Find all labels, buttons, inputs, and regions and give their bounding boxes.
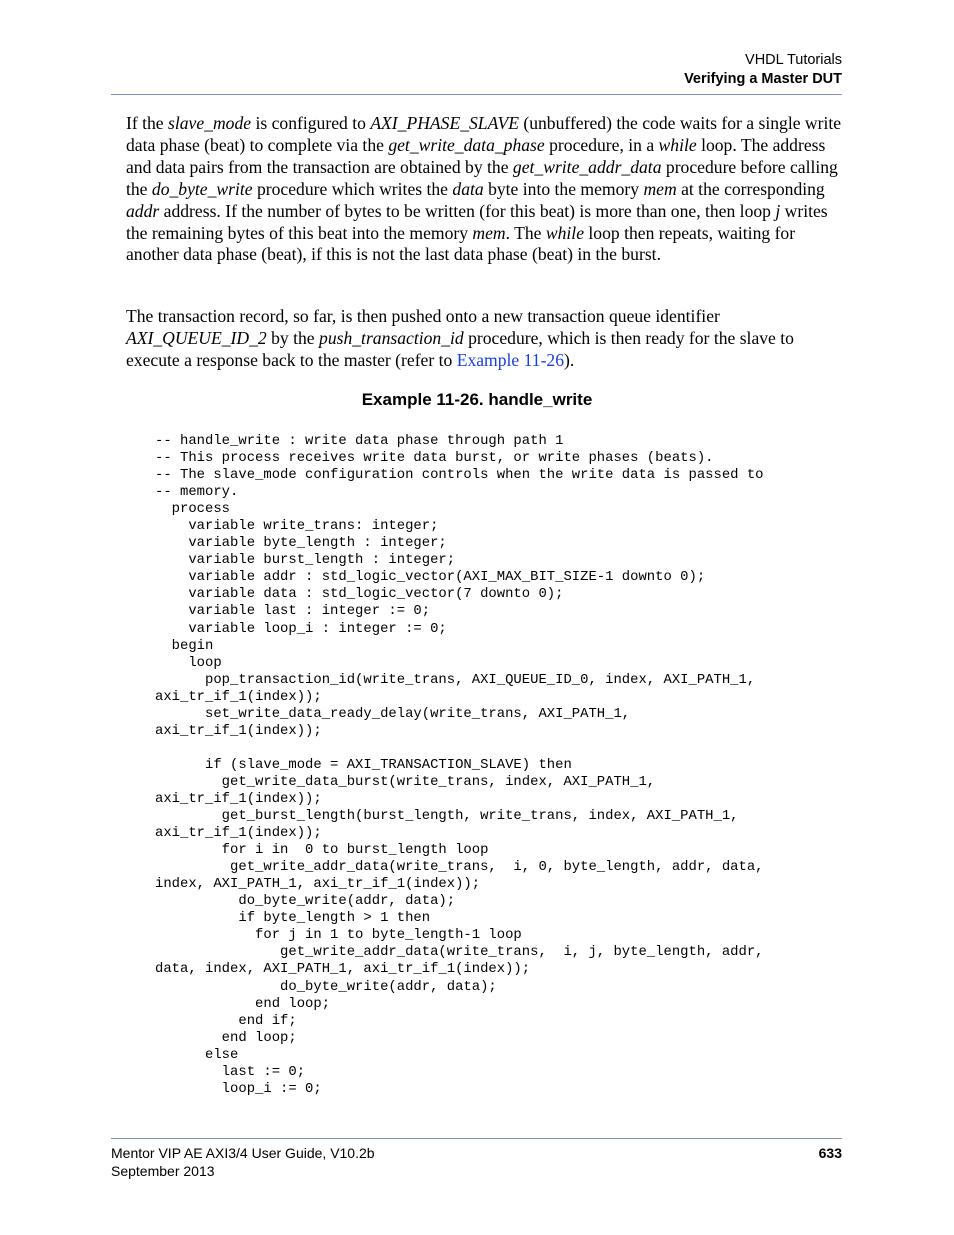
term-mem: mem (643, 178, 677, 199)
term-data: data (452, 178, 484, 199)
term-while: while (545, 222, 585, 243)
text-span: procedure, which is then ready for the slave to execute a response back to the master (refer to (126, 327, 794, 370)
paragraph-transaction-record (126, 306, 846, 372)
page-header (684, 51, 842, 89)
page-footer (111, 1144, 375, 1180)
header-section: Verifying a Master DUT (684, 71, 842, 87)
text-span: procedure before calling the (126, 156, 838, 199)
footer-guide-title: Mentor VIP AE AXI3/4 User Guide, V10.2b (111, 1145, 375, 1161)
text-span: writes the remaining bytes of this beat into the memory (126, 200, 828, 243)
example-cross-reference-link[interactable]: Example 11-26 (456, 349, 565, 370)
term-push-transaction-id: push_transaction_id (319, 327, 464, 348)
text-span: The transaction record, so far, is then pushed onto a new transaction queue identifier (126, 306, 720, 326)
footer-rule (111, 1138, 842, 1139)
text-span: . The (505, 222, 546, 243)
text-span: If the (126, 113, 169, 133)
footer-date: September 2013 (111, 1163, 215, 1179)
text-span: byte into the memory (483, 178, 644, 199)
text-span: is configured to (251, 113, 371, 133)
term-do-byte-write: do_byte_write (151, 178, 253, 199)
text-span: at the corresponding (676, 178, 825, 199)
page-number: 633 (818, 1145, 842, 1161)
header-chapter: VHDL Tutorials (745, 52, 842, 68)
term-get-write-data-phase: get_write_data_phase (388, 134, 545, 155)
term-axi-phase-slave: AXI_PHASE_SLAVE (370, 113, 519, 133)
text-span: by the (266, 327, 320, 348)
example-title: Example 11-26. handle_write (361, 390, 593, 409)
term-j: j (775, 200, 781, 221)
term-get-write-addr-data: get_write_addr_data (512, 156, 662, 177)
text-span: address. If the number of bytes to be written (for this beat) is more than one, then loop (159, 200, 776, 221)
text-span: procedure which writes the (252, 178, 453, 199)
term-slave-mode: slave_mode (168, 113, 252, 133)
text-span: (unbuffered) the code waits for a single write data phase (beat) to complete via the (126, 113, 842, 155)
term-addr: addr (126, 200, 160, 221)
paragraph-slave-mode (126, 113, 846, 266)
text-span: ). (564, 349, 575, 370)
header-rule (111, 94, 842, 95)
text-span: loop. The address and data pairs from the transaction are obtained by the (126, 134, 826, 177)
text-span: loop then repeats, waiting for another data phase (beat), if this is not the last data phase (beat) in the burst. (126, 222, 796, 265)
term-axi-queue-id-2: AXI_QUEUE_ID_2 (126, 327, 267, 348)
term-while: while (658, 134, 697, 155)
text-span: procedure, in a (544, 134, 659, 155)
term-mem: mem (472, 222, 506, 243)
code-listing: -- handle_write : write data phase through path 1 -- This process receives write data burst, or write phases (beats). -- The slave_mode configuration controls when the write data is passed to -- memory. process variable write_trans: integer; variable byte_length : integer; variable burst_length : integer; variable addr : std_logic_vector(AXI_MAX_BIT_SIZE-1 downto 0); variable data : std_logic_vector(7 downto 0); variable last : integer := 0; variable loop_i : integer := 0; begin loop pop_transaction_id(write_trans, AXI_QUEUE_ID_0, index, AXI_PATH_1, axi_tr_if_1(index)); set_write_data_ready_delay(write_trans, AXI_PATH_1, axi_tr_if_1(index)); if (slave_mode = AXI_TRANSACTION_SLAVE) then get_write_data_burst(write_trans, index, AXI_PATH_1, axi_tr_if_1(index)); get_burst_length(burst_length, write_trans, index, AXI_PATH_1, axi_tr_if_1(index)); for i in 0 to burst_length loop get_write_addr_data(write_trans, i, 0, byte_length, addr, data, index, AXI_PATH_1, axi_tr_if_1(index)); do_byte_write(addr, data); if byte_length > 1 then for j in 1 to byte_length-1 loop get_write_addr_data(write_trans, i, j, byte_length, addr, data, index, AXI_PATH_1, axi_tr_if_1(index)); do_byte_write(addr, data); end loop; end if; end loop; else last := 0; loop_i := 0; (155, 433, 764, 1097)
